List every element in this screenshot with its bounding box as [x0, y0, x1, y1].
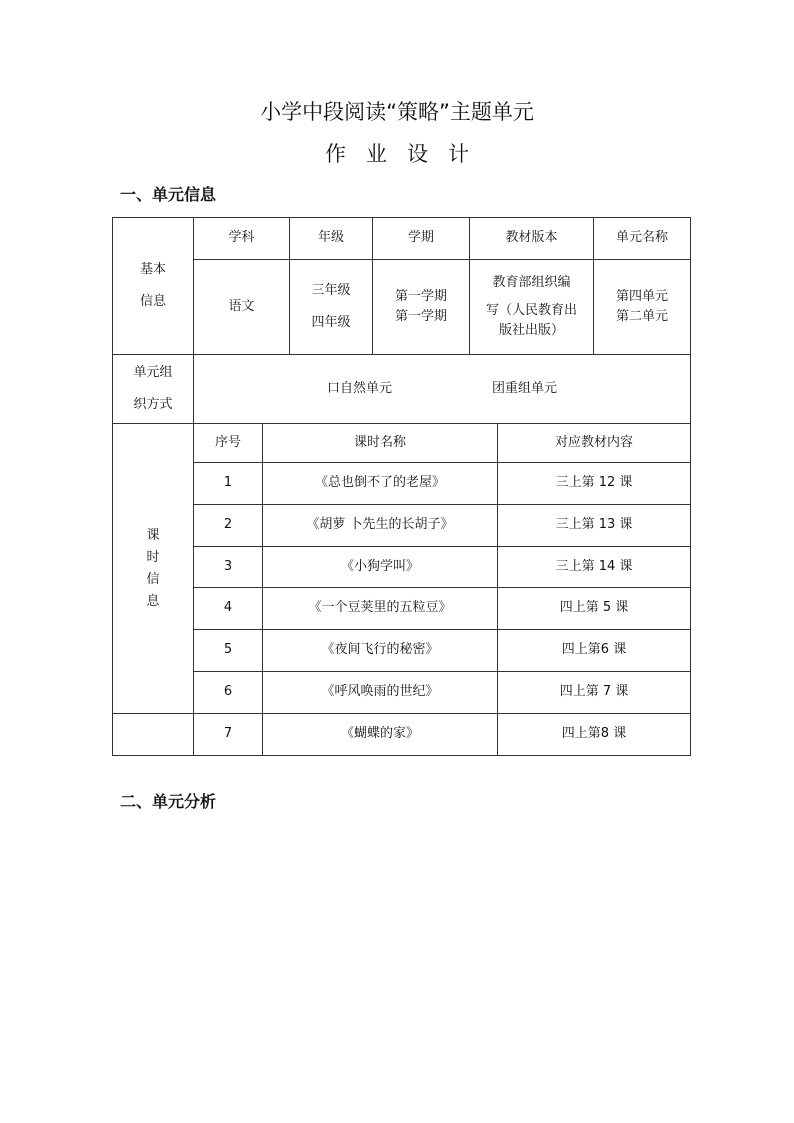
lesson-number: 7 — [194, 714, 263, 756]
lessons-label-char: 时 — [146, 549, 160, 565]
table-row — [113, 672, 691, 714]
basic-info-label — [113, 218, 194, 355]
unit-name-line: 第二单元 — [615, 309, 668, 324]
lessons-label — [113, 424, 194, 714]
grade-value — [290, 260, 373, 355]
table-row — [113, 714, 691, 756]
basic-info-header-row — [113, 218, 691, 260]
table-row — [113, 588, 691, 630]
table-row — [113, 463, 691, 505]
header-number: 序号 — [194, 424, 263, 463]
edition-line: 版社出版） — [498, 323, 564, 339]
lesson-name: 《夜间飞行的秘密》 — [263, 630, 498, 672]
lesson-content: 四上第 7 课 — [498, 672, 691, 714]
edition-line: 教育部组织编 — [492, 274, 571, 290]
unit-name-line: 第四单元 — [615, 288, 668, 304]
term-line: 第一学期 — [394, 309, 447, 324]
lesson-content: 三上第 14 课 — [498, 547, 691, 588]
lessons-label-char: 课 — [146, 527, 160, 543]
grade-line: 三年级 — [311, 282, 351, 298]
lesson-number: 3 — [194, 547, 263, 588]
lesson-content: 四上第8 课 — [498, 714, 691, 756]
edition-value — [470, 260, 594, 355]
unit-info-table — [112, 217, 691, 756]
edition-line: 写（人民教育出 — [485, 302, 577, 318]
lesson-content: 三上第 13 课 — [498, 505, 691, 547]
lesson-name: 《胡萝 卜先生的长胡子》 — [263, 505, 498, 547]
lesson-name: 《总也倒不了的老屋》 — [263, 463, 498, 505]
lesson-number: 2 — [194, 505, 263, 547]
subject-value: 语文 — [194, 260, 290, 355]
page-title: 小学中段阅读“策略”主题单元 — [260, 100, 534, 124]
lesson-number: 5 — [194, 630, 263, 672]
lesson-name: 《蝴蝶的家》 — [263, 714, 498, 756]
organization-row — [113, 355, 691, 424]
lesson-content: 四上第 5 课 — [498, 588, 691, 630]
section-heading-unit-info: 一、单元信息 — [120, 185, 217, 204]
lesson-name: 《小狗学叫》 — [263, 547, 498, 588]
term-value — [373, 260, 470, 355]
header-textbook-content: 对应教材内容 — [498, 424, 691, 463]
page-subtitle: 作业设计 — [325, 142, 489, 166]
natural-unit-checkbox[interactable]: 口自然单元 — [326, 380, 392, 396]
grade-line: 四年级 — [311, 315, 351, 330]
basic-info-label-line: 信息 — [139, 294, 166, 309]
organization-label-line: 单元组 — [133, 364, 173, 380]
header-unit-name: 单元名称 — [594, 218, 691, 260]
lesson-content: 三上第 12 课 — [498, 463, 691, 505]
table-row — [113, 505, 691, 547]
term-line: 第一学期 — [394, 288, 447, 304]
header-edition: 教材版本 — [470, 218, 594, 260]
lessons-label-empty — [113, 714, 194, 756]
lesson-name: 《呼风唤雨的世纪》 — [263, 672, 498, 714]
organization-options — [194, 355, 691, 424]
header-lesson-name: 课时名称 — [263, 424, 498, 463]
header-grade: 年级 — [290, 218, 373, 260]
section-heading-unit-analysis: 二、单元分析 — [120, 792, 217, 811]
organization-label-line: 织方式 — [133, 397, 173, 412]
reorganized-unit-checkbox[interactable]: 团重组单元 — [492, 380, 558, 396]
table-row — [113, 630, 691, 672]
unit-name-value — [594, 260, 691, 355]
header-term: 学期 — [373, 218, 470, 260]
lesson-name: 《一个豆荚里的五粒豆》 — [263, 588, 498, 630]
lesson-content: 四上第6 课 — [498, 630, 691, 672]
lesson-number: 6 — [194, 672, 263, 714]
basic-info-value-row — [113, 260, 691, 355]
table-row — [113, 547, 691, 588]
lesson-number: 4 — [194, 588, 263, 630]
header-subject: 学科 — [194, 218, 290, 260]
lessons-header-row — [113, 424, 691, 463]
organization-label — [113, 355, 194, 424]
lessons-label-char: 信 — [146, 571, 160, 587]
lessons-label-char: 息 — [146, 593, 160, 609]
basic-info-label-line: 基本 — [139, 261, 166, 277]
lesson-number: 1 — [194, 463, 263, 505]
